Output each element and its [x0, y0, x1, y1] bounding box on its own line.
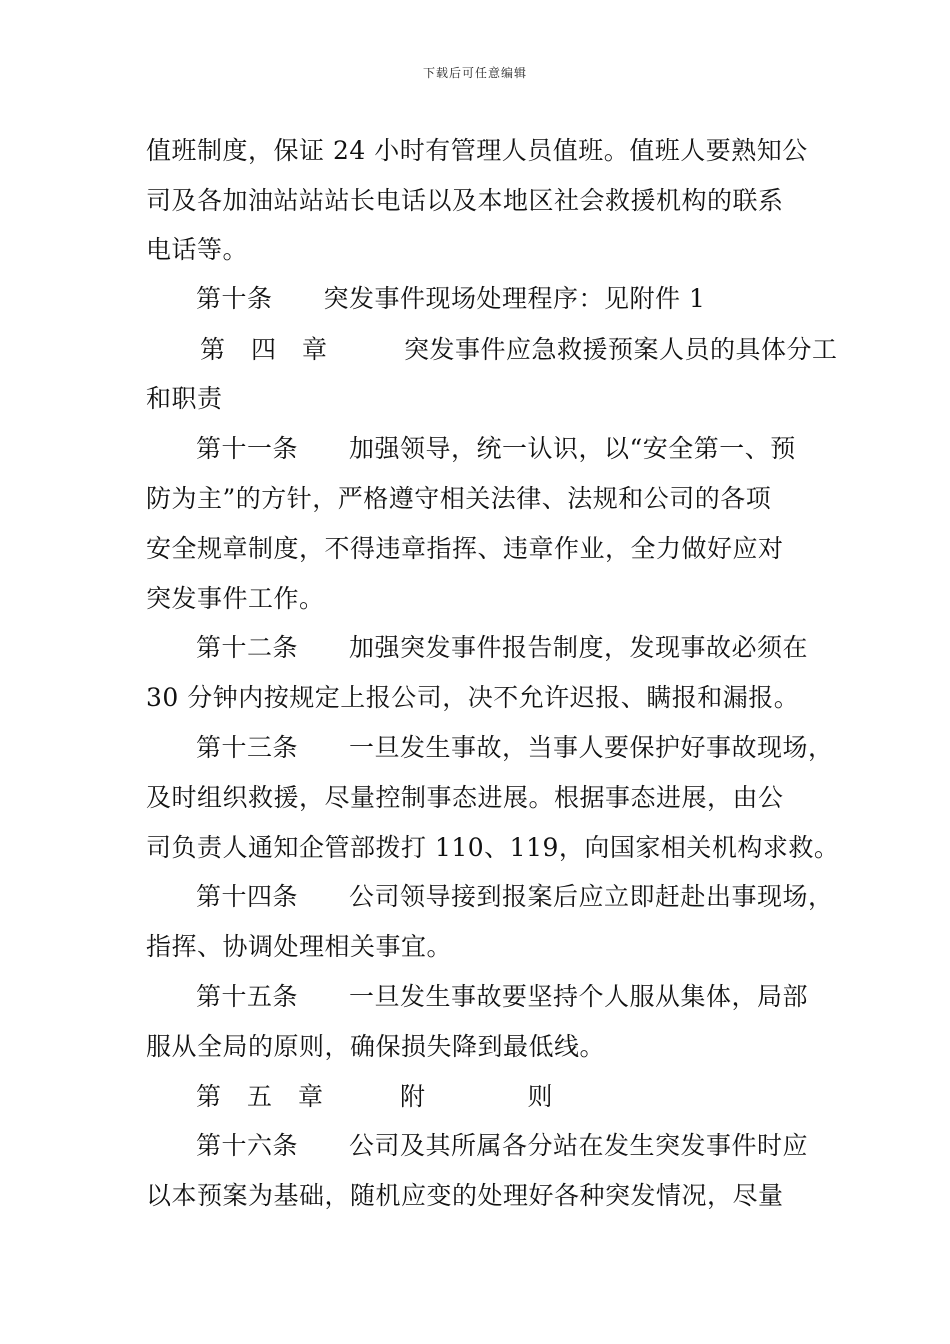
- paragraph-line: 值班制度，保证 24 小时有管理人员值班。值班人要熟知公: [146, 136, 808, 165]
- paragraph-line: 及时组织救援，尽量控制事态进展。根据事态进展，由公: [146, 783, 784, 812]
- paragraph-line: 服从全局的原则，确保损失降到最低线。: [146, 1032, 606, 1061]
- article-16: 第十六条 公司及其所属各分站在发生突发事件时应: [196, 1131, 809, 1160]
- page-header: 下载后可任意编辑: [422, 66, 527, 80]
- article-11: 第十一条 加强领导，统一认识，以“安全第一、预: [196, 434, 796, 463]
- article-10: 第十条 突发事件现场处理程序：见附件 1: [196, 284, 706, 313]
- article-12: 第十二条 加强突发事件报告制度，发现事故必须在: [196, 633, 809, 662]
- article-15: 第十五条 一旦发生事故要坚持个人服从集体，局部: [196, 982, 809, 1011]
- article-13: 第十三条 一旦发生事故，当事人要保护好事故现场，: [196, 733, 834, 762]
- paragraph-line: 安全规章制度，不得违章指挥、违章作业，全力做好应对: [146, 534, 784, 563]
- paragraph-line: 司负责人通知企管部拨打 110、119，向国家相关机构求救。: [146, 833, 840, 862]
- chapter-4-heading: 第 四 章 突发事件应急救援预案人员的具体分工: [200, 335, 838, 364]
- paragraph-line: 以本预案为基础，随机应变的处理好各种突发情况，尽量: [146, 1181, 784, 1210]
- paragraph-line: 指挥、协调处理相关事宜。: [146, 932, 453, 961]
- paragraph-line: 30 分钟内按规定上报公司，决不允许迟报、瞒报和漏报。: [146, 683, 800, 712]
- article-14: 第十四条 公司领导接到报案后应立即赶赴出事现场，: [196, 882, 834, 911]
- chapter-5-heading: 第 五 章 附 则: [196, 1082, 554, 1111]
- chapter-4-heading-cont: 和职责: [146, 384, 223, 413]
- paragraph-line: 电话等。: [146, 235, 249, 264]
- paragraph-line: 司及各加油站站站长电话以及本地区社会救援机构的联系: [146, 186, 784, 215]
- paragraph-line: 突发事件工作。: [146, 584, 325, 613]
- paragraph-line: 防为主”的方针，严格遵守相关法律、法规和公司的各项: [146, 484, 772, 513]
